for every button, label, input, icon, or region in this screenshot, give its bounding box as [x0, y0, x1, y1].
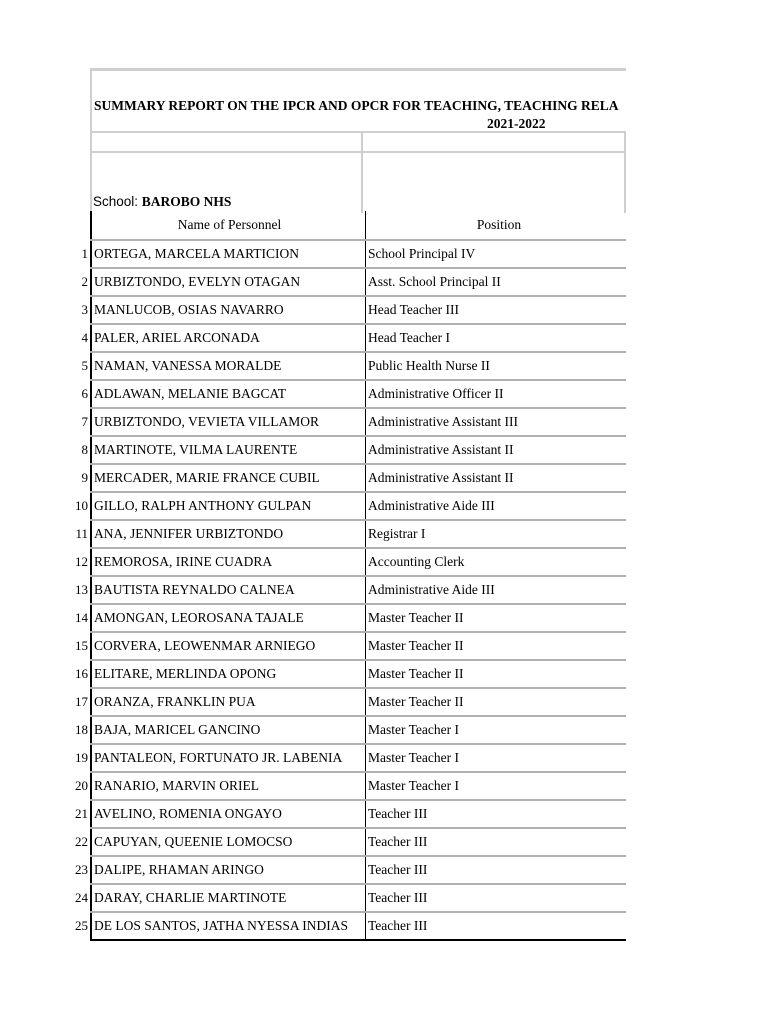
table-row: [91, 772, 626, 800]
personnel-name: URBIZTONDO, EVELYN OTAGAN: [91, 268, 366, 296]
table-row: [91, 520, 626, 548]
row-number: 10: [75, 498, 88, 513]
school-name: BAROBO NHS: [141, 194, 232, 209]
table-row: [91, 912, 626, 940]
personnel-name: MERCADER, MARIE FRANCE CUBIL: [91, 464, 366, 492]
personnel-position: Master Teacher II: [366, 688, 627, 716]
personnel-name: ADLAWAN, MELANIE BAGCAT: [91, 380, 366, 408]
personnel-name: ANA, JENNIFER URBIZTONDO: [91, 520, 366, 548]
table-row: [91, 492, 626, 520]
personnel-position: Administrative Officer II: [366, 380, 627, 408]
personnel-position: Administrative Assistant II: [366, 464, 627, 492]
row-number: 1: [81, 246, 88, 261]
personnel-name: PANTALEON, FORTUNATO JR. LABENIA: [91, 744, 366, 772]
personnel-position: Head Teacher III: [366, 296, 627, 324]
table-row: [91, 296, 626, 324]
table-row: [91, 380, 626, 408]
personnel-name: ELITARE, MERLINDA OPONG: [91, 660, 366, 688]
table-row: [91, 324, 626, 352]
row-number: 21: [75, 806, 88, 821]
header-name-of-personnel: Name of Personnel: [91, 211, 366, 240]
personnel-position: Teacher III: [366, 912, 627, 940]
school-line: [93, 194, 231, 210]
row-number: 23: [75, 862, 88, 877]
row-number: 19: [75, 750, 88, 765]
table-row: [91, 828, 626, 856]
row-number: 11: [75, 526, 88, 541]
report-year: 2021-2022: [487, 116, 546, 131]
personnel-name: AVELINO, ROMENIA ONGAYO: [91, 800, 366, 828]
header-position: Position: [366, 211, 627, 240]
personnel-name: MARTINOTE, VILMA LAURENTE: [91, 436, 366, 464]
personnel-position: School Principal IV: [366, 240, 627, 268]
personnel-position: Teacher III: [366, 828, 627, 856]
row-number: 13: [75, 582, 88, 597]
personnel-name: RANARIO, MARVIN ORIEL: [91, 772, 366, 800]
personnel-name: MANLUCOB, OSIAS NAVARRO: [91, 296, 366, 324]
personnel-position: Registrar I: [366, 520, 627, 548]
table-row: [91, 436, 626, 464]
personnel-position: Master Teacher I: [366, 772, 627, 800]
row-number: 24: [75, 890, 88, 905]
grid-line: [624, 131, 626, 213]
personnel-name: GILLO, RALPH ANTHONY GULPAN: [91, 492, 366, 520]
row-number: 3: [81, 302, 88, 317]
grid-line: [90, 131, 626, 133]
sheet-left-border: [90, 68, 92, 216]
personnel-name: REMOROSA, IRINE CUADRA: [91, 548, 366, 576]
personnel-position: Master Teacher II: [366, 604, 627, 632]
personnel-position: Public Health Nurse II: [366, 352, 627, 380]
personnel-name: ORTEGA, MARCELA MARTICION: [91, 240, 366, 268]
school-label: School:: [93, 194, 139, 209]
personnel-table: [90, 211, 626, 941]
row-number: 14: [75, 610, 88, 625]
table-row: [91, 716, 626, 744]
personnel-name: DARAY, CHARLIE MARTINOTE: [91, 884, 366, 912]
personnel-name: DE LOS SANTOS, JATHA NYESSA INDIAS: [91, 912, 366, 940]
personnel-name: ORANZA, FRANKLIN PUA: [91, 688, 366, 716]
personnel-position: Administrative Assistant II: [366, 436, 627, 464]
table-row: [91, 352, 626, 380]
personnel-position: Master Teacher II: [366, 660, 627, 688]
personnel-position: Administrative Aide III: [366, 576, 627, 604]
row-number: 2: [81, 274, 88, 289]
table-row: [91, 268, 626, 296]
row-number: 8: [81, 442, 88, 457]
row-number: 25: [75, 918, 88, 933]
row-number: 20: [75, 778, 88, 793]
table-row: [91, 800, 626, 828]
personnel-position: Accounting Clerk: [366, 548, 627, 576]
table-row: [91, 660, 626, 688]
table-row: [91, 408, 626, 436]
row-number: 7: [81, 414, 88, 429]
personnel-name: DALIPE, RHAMAN ARINGO: [91, 856, 366, 884]
personnel-position: Administrative Assistant III: [366, 408, 627, 436]
table-row: [91, 604, 626, 632]
row-number: 12: [75, 554, 88, 569]
row-number: 22: [75, 834, 88, 849]
personnel-position: Administrative Aide III: [366, 492, 627, 520]
personnel-position: Asst. School Principal II: [366, 268, 627, 296]
row-number: 17: [75, 694, 88, 709]
table-row: [91, 632, 626, 660]
grid-line: [90, 151, 626, 153]
table-row: [91, 688, 626, 716]
report-title: SUMMARY REPORT ON THE IPCR AND OPCR FOR TEACHING, TEACHING RELA: [94, 98, 619, 113]
table-row: [91, 856, 626, 884]
table-header-row: [91, 211, 626, 240]
personnel-name: URBIZTONDO, VEVIETA VILLAMOR: [91, 408, 366, 436]
personnel-name: AMONGAN, LEOROSANA TAJALE: [91, 604, 366, 632]
personnel-name: BAUTISTA REYNALDO CALNEA: [91, 576, 366, 604]
personnel-position: Head Teacher I: [366, 324, 627, 352]
personnel-position: Teacher III: [366, 884, 627, 912]
table-row: [91, 744, 626, 772]
personnel-position: Teacher III: [366, 800, 627, 828]
row-number: 9: [81, 470, 88, 485]
personnel-name: NAMAN, VANESSA MORALDE: [91, 352, 366, 380]
personnel-name: CORVERA, LEOWENMAR ARNIEGO: [91, 632, 366, 660]
row-number: 5: [81, 358, 88, 373]
personnel-position: Master Teacher I: [366, 716, 627, 744]
table-row: [91, 240, 626, 268]
row-number: 4: [81, 330, 88, 345]
personnel-position: Teacher III: [366, 856, 627, 884]
table-row: [91, 576, 626, 604]
row-number: 6: [81, 386, 88, 401]
personnel-position: Master Teacher II: [366, 632, 627, 660]
personnel-name: CAPUYAN, QUEENIE LOMOCSO: [91, 828, 366, 856]
personnel-name: BAJA, MARICEL GANCINO: [91, 716, 366, 744]
table-row: [91, 464, 626, 492]
row-number: 18: [75, 722, 88, 737]
row-number: 15: [75, 638, 88, 653]
sheet-top-border: [90, 68, 626, 71]
personnel-position: Master Teacher I: [366, 744, 627, 772]
grid-line: [361, 131, 363, 213]
row-number: 16: [75, 666, 88, 681]
personnel-name: PALER, ARIEL ARCONADA: [91, 324, 366, 352]
table-row: [91, 548, 626, 576]
report-sheet: [90, 68, 626, 946]
table-row: [91, 884, 626, 912]
